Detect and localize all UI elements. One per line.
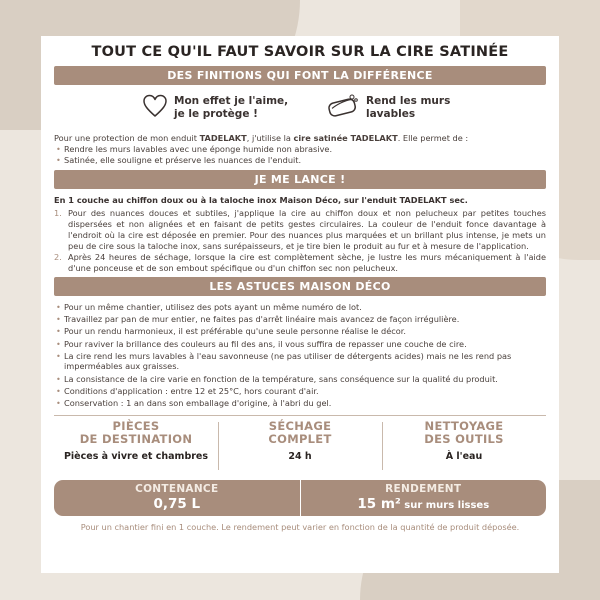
features-row [54, 85, 546, 133]
intro-product: cire satinée TADELAKT [293, 133, 398, 143]
list-item: • Pour un même chantier, utilisez des pots ayant un même numéro de lot. [54, 302, 546, 313]
spec-value: 0,75 L [153, 495, 201, 512]
info-destination [54, 420, 218, 480]
spec-rendement [300, 480, 547, 516]
list-item: • Travaillez par pan de mur entier, ne faites pas d'arrêt linéaire mais avancez de façon irrégulière. [54, 314, 546, 325]
info-value: 24 h [288, 450, 312, 462]
list-item: • Satinée, elle souligne et préserve les nuances de l'enduit. [54, 155, 546, 166]
info-title: NETTOYAGE DES OUTILS [424, 418, 504, 446]
list-item: • Conservation : 1 an dans son emballage d'origine, à l'abri du gel. [54, 398, 546, 409]
list-item: • La consistance de la cire varie en fonction de la température, sans conséquence sur la qualité du produit. [54, 374, 546, 385]
list-item: • Rendre les murs lavables avec une éponge humide non abrasive. [54, 144, 546, 155]
feature-label: Mon effet je l'aime, je le protège ! [174, 95, 289, 120]
spec-value-main: 15 m² [357, 495, 401, 512]
list-item: • Conditions d'application : entre 12 et 25°C, hors courant d'air. [54, 386, 546, 397]
tips-list [54, 302, 546, 409]
info-title: PIÈCES DE DESTINATION [79, 418, 193, 446]
finitions-intro [54, 133, 546, 144]
info-value: À l'eau [445, 450, 483, 462]
list-item [54, 252, 546, 274]
list-item: • La cire rend les murs lavables à l'eau savonneuse (ne pas utiliser de détergents acides) mais ne les rend pas imperméables aux graisses. [54, 351, 546, 372]
section-heading-finitions: DES FINITIONS QUI FONT LA DIFFÉRENCE [54, 66, 546, 85]
info-row [54, 420, 546, 480]
info-card [41, 36, 559, 573]
list-item: • Pour raviver la brillance des couleurs au fil des ans, il vous suffira de repasser une couche de cire. [54, 339, 546, 350]
step-number: 1. [54, 208, 62, 218]
footnote: Pour un chantier fini en 1 couche. Le rendement peut varier en fonction de la quantité de produit déposée. [80, 521, 520, 532]
step-number: 2. [54, 252, 62, 262]
section-heading-lancer: JE ME LANCE ! [54, 170, 546, 189]
intro-text: . Elle permet de : [397, 133, 469, 143]
intro-brand: TADELAKT [199, 133, 247, 143]
spec-value [301, 496, 547, 512]
feature-washable [326, 93, 450, 121]
intro-text: , j'utilise la [246, 133, 294, 143]
page-title: TOUT CE QU'IL FAUT SAVOIR SUR LA CIRE SATINÉE [91, 44, 509, 60]
info-drying [218, 420, 382, 480]
list-item [54, 208, 546, 252]
feature-protect [142, 93, 288, 121]
section-heading-astuces: LES ASTUCES MAISON DÉCO [54, 277, 546, 296]
step-text: Après 24 heures de séchage, lorsque la cire est complètement sèche, je lustre les murs mécaniquement à l'aide d'une ponceuse et de son embout spécifique ou d'un chiffon sec non pelucheux. [68, 252, 546, 273]
specs-bar [54, 480, 546, 516]
intro-text: Pour une protection de mon enduit [54, 133, 200, 143]
lancer-intro: En 1 couche au chiffon doux ou à la taloche inox Maison Déco, sur l'enduit TADELAKT sec. [54, 195, 468, 205]
step-text: Pour des nuances douces et subtiles, j'applique la cire au chiffon doux et non pelucheux par petites touches dispersées et non alignées et en faisant de petits gestes circulaires. La couleur de l'enduit fonce davantage à l'endroit où la cire est déposée en premier. Pour des nuances plus marquées et un brillant plus intense, je mets un peu de cire sous la taloche inox, sans surépaisseurs, et je tire bien le produit au fur et à mesure de l'application. [68, 208, 546, 251]
sponge-icon [326, 93, 360, 119]
spec-label: CONTENANCE [135, 482, 219, 495]
info-title: SÉCHAGE COMPLET [268, 418, 332, 446]
info-cleaning [382, 420, 546, 480]
list-item: • Pour un rendu harmonieux, il est préférable qu'une seule personne réalise le décor. [54, 326, 546, 337]
info-value: Pièces à vivre et chambres [63, 450, 209, 462]
steps-list [54, 208, 546, 274]
divider [54, 415, 546, 416]
heart-icon [142, 93, 168, 119]
spec-value-suffix: sur murs lisses [400, 499, 490, 511]
feature-label: Rend les murs lavables [366, 95, 451, 120]
spec-label: RENDEMENT [385, 482, 462, 495]
spec-contenance [54, 480, 300, 516]
